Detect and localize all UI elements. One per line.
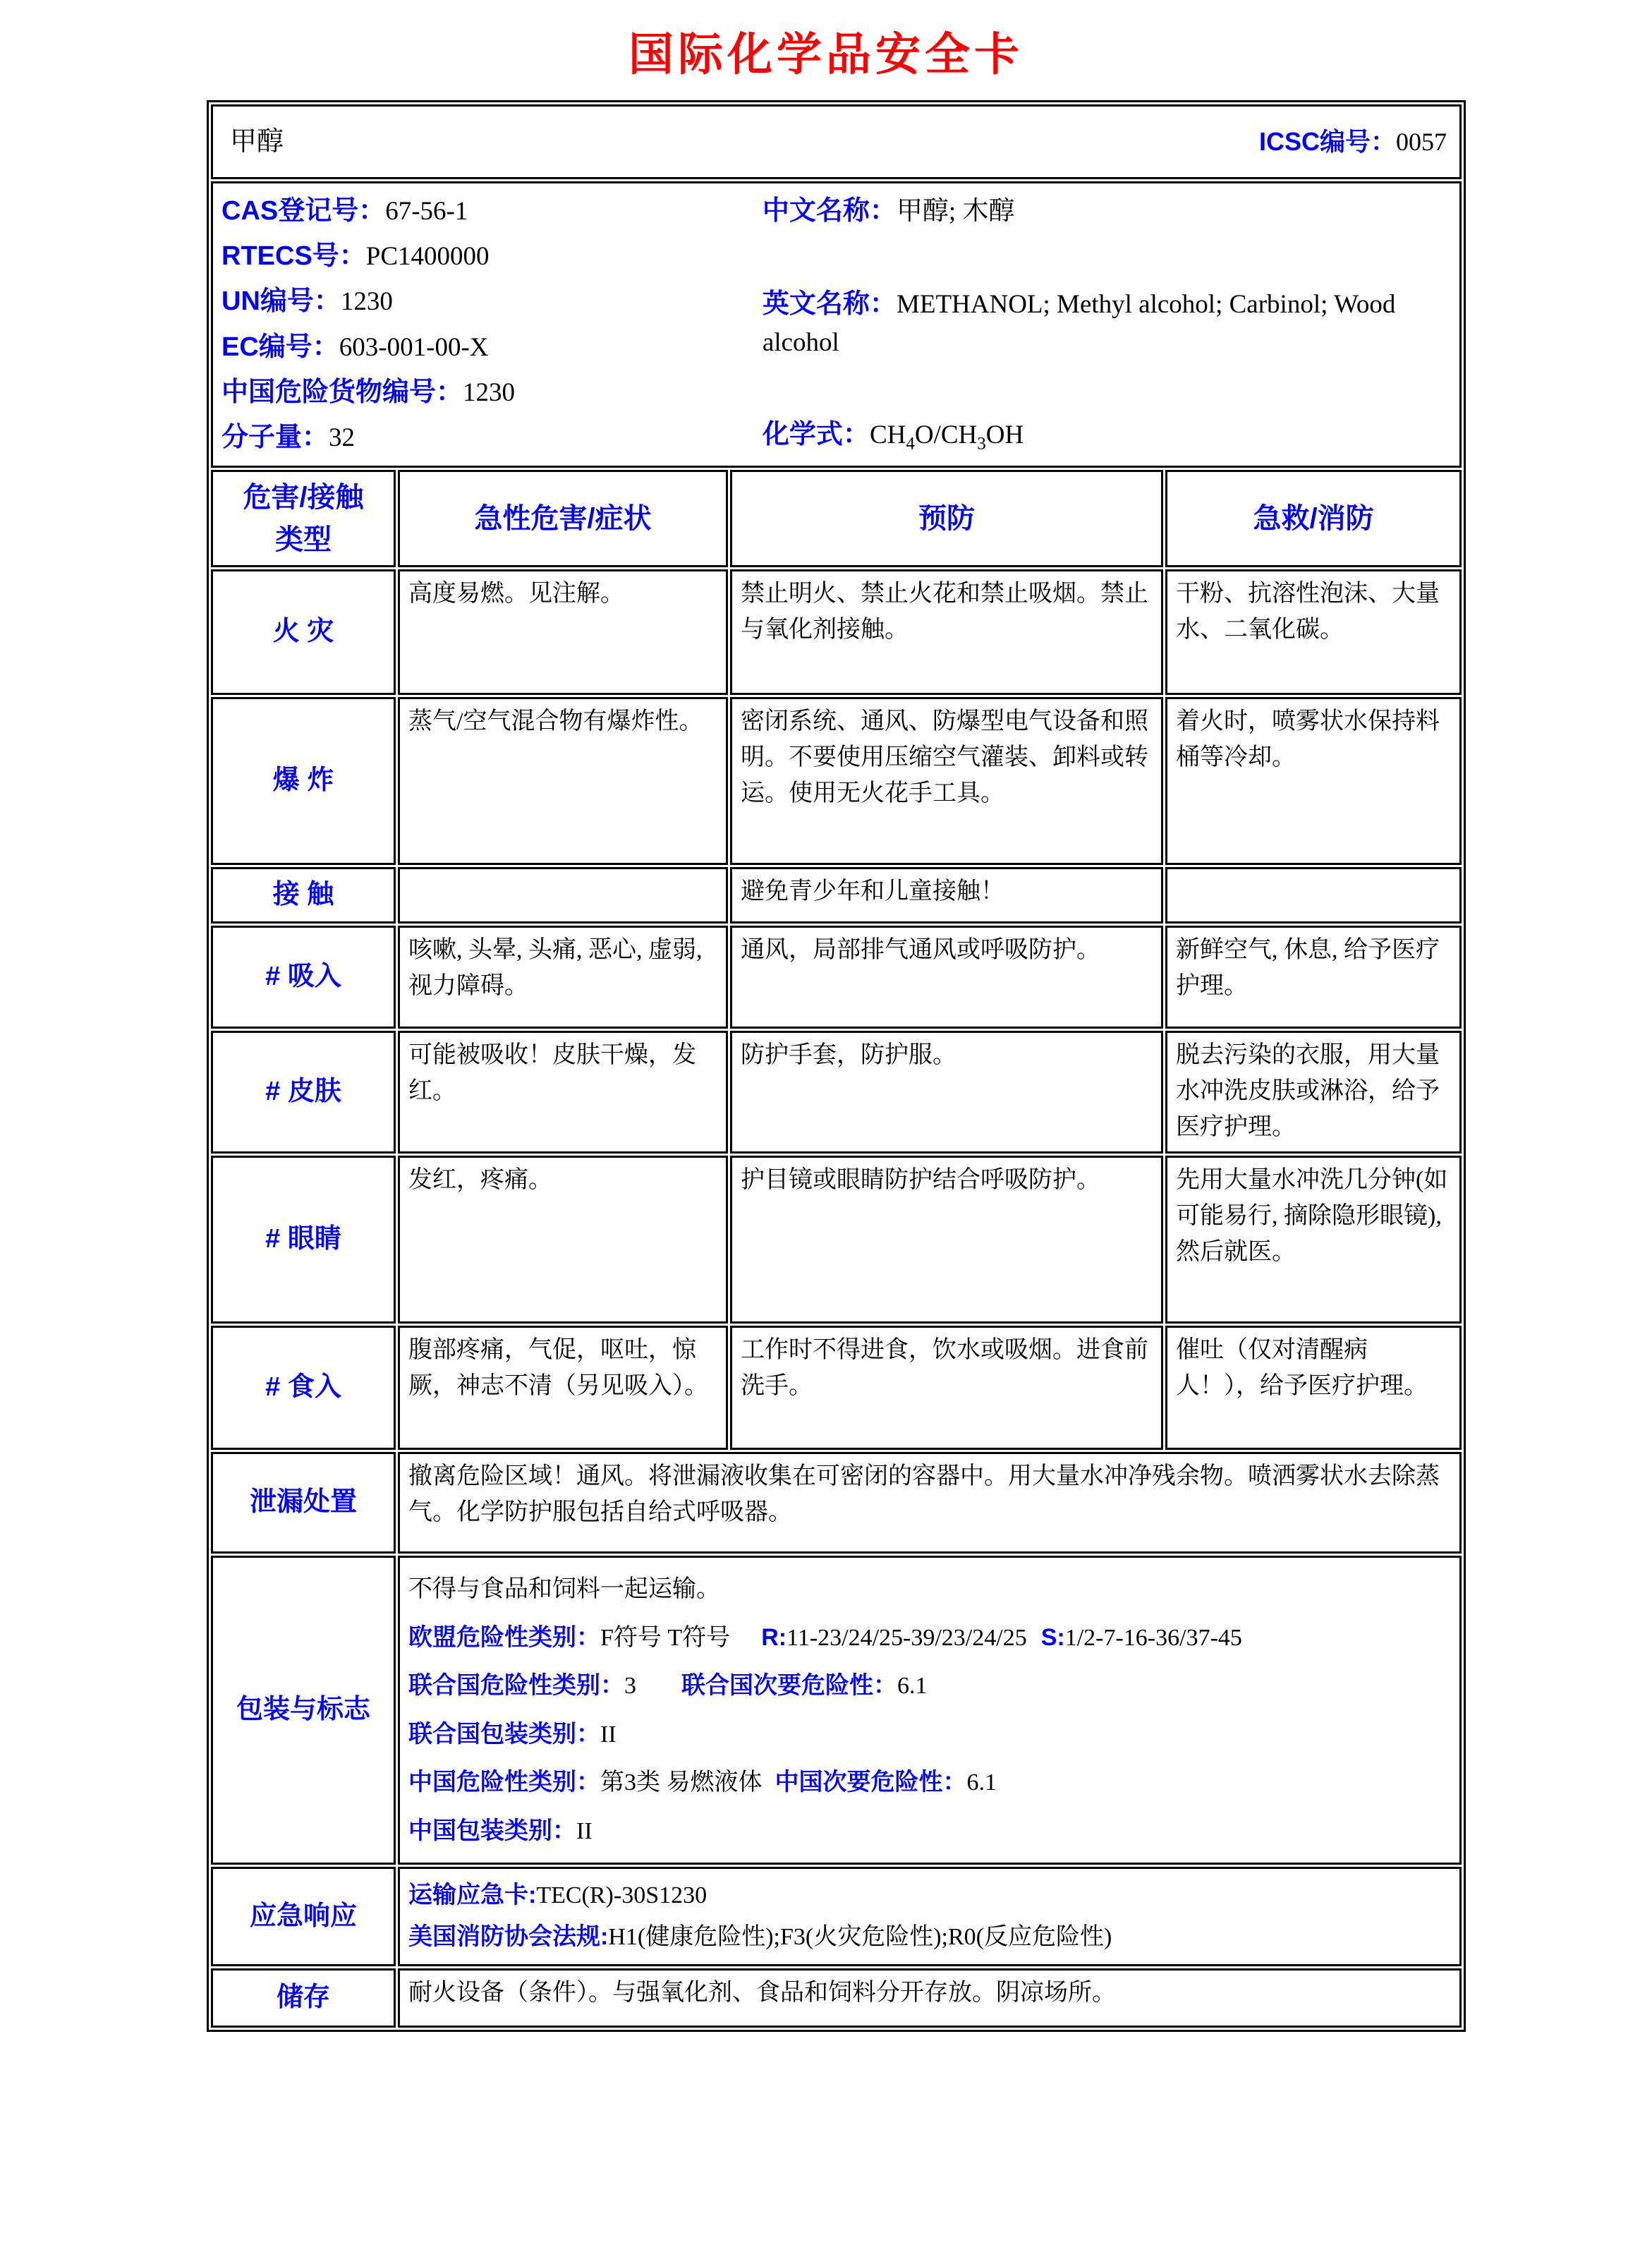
skin-firstaid: 脱去污染的衣服，用大量水冲洗皮肤或淋浴，给予医疗护理。 xyxy=(1165,1031,1462,1154)
fire-label: 火 灾 xyxy=(211,569,396,695)
packaging-transport-note: 不得与食品和饲料一起运输。 xyxy=(408,1576,720,1602)
inhalation-firstaid: 新鲜空气, 休息, 给予医疗护理。 xyxy=(1165,926,1462,1029)
contact-firstaid xyxy=(1165,867,1462,924)
eyes-symptoms: 发红，疼痛。 xyxy=(398,1156,728,1324)
spillage-row xyxy=(211,1452,1462,1554)
un-number-line: UN编号：1230 xyxy=(221,286,393,317)
eyes-row xyxy=(211,1156,1462,1324)
eu-hazard-class-line: 欧盟危险性类别：F符号 T符号 R:11-23/24/25-39/23/24/25 S:1/2-7-16-36/37-45 xyxy=(408,1623,1242,1651)
inhalation-symptoms: 咳嗽, 头晕, 头痛, 恶心, 虚弱, 视力障碍。 xyxy=(398,926,728,1029)
cas-number-line: CAS登记号：67-56-1 xyxy=(221,196,468,226)
skin-prevention: 防护手套，防护服。 xyxy=(730,1031,1163,1154)
inhalation-prevention: 通风，局部排气通风或呼吸防护。 xyxy=(730,926,1163,1029)
emergency-content xyxy=(398,1867,1462,1966)
nfpa-code-line: 美国消防协会法规:H1(健康危险性);F3(火灾危险性);R0(反应危险性) xyxy=(408,1923,1112,1951)
ingestion-label: # 食入 xyxy=(211,1326,396,1450)
hazard-header-row xyxy=(211,470,1462,567)
ingestion-row xyxy=(211,1326,1462,1450)
ingestion-symptoms: 腹部疼痛，气促，呕吐，惊厥，神志不清（另见吸入）。 xyxy=(398,1326,728,1450)
packaging-content xyxy=(398,1556,1462,1865)
china-hazard-class-line: 中国危险性类别：第3类 易燃液体 中国次要危险性：6.1 xyxy=(408,1769,997,1796)
rtecs-number-line: RTECS号：PC1400000 xyxy=(221,241,490,272)
china-packing-group-line: 中国包装类别：II xyxy=(408,1817,593,1844)
explosion-label: 爆 炸 xyxy=(211,697,396,865)
contact-row xyxy=(211,867,1462,924)
header-prevention: 预防 xyxy=(730,470,1163,567)
skin-symptoms: 可能被吸收！皮肤干燥，发红。 xyxy=(398,1031,728,1154)
chinese-name-line: 中文名称：甲醇; 木醇 xyxy=(762,196,1015,226)
emergency-label: 应急响应 xyxy=(211,1867,396,1966)
ec-number-line: EC编号：603-001-00-X xyxy=(221,332,489,362)
eyes-label: # 眼睛 xyxy=(211,1156,396,1324)
china-dg-number-line: 中国危险货物编号：1230 xyxy=(221,377,516,407)
fire-firstaid: 干粉、抗溶性泡沫、大量水、二氧化碳。 xyxy=(1165,569,1462,695)
eyes-prevention: 护目镜或眼睛防护结合呼吸防护。 xyxy=(730,1156,1163,1324)
name-list xyxy=(763,188,1451,461)
header-firstaid: 急救/消防 xyxy=(1165,470,1462,567)
fire-row xyxy=(211,569,1462,695)
inhalation-row xyxy=(211,926,1462,1029)
icsc-value: 0057 xyxy=(1396,128,1447,156)
transport-emergency-card-line: 运输应急卡:TEC(R)-30S1230 xyxy=(408,1882,707,1908)
fire-symptoms: 高度易燃。见注解。 xyxy=(398,569,728,695)
packaging-label: 包装与标志 xyxy=(211,1556,396,1865)
un-packing-group-line: 联合国包装类别：II xyxy=(408,1720,617,1748)
ingestion-firstaid: 催吐（仅对清醒病人！），给予医疗护理。 xyxy=(1165,1326,1462,1450)
explosion-row xyxy=(211,697,1462,865)
page-title: 国际化学品安全卡 xyxy=(628,29,1024,80)
english-name-line: 英文名称：METHANOL; Methyl alcohol; Carbinol; Wood alcohol xyxy=(762,289,1396,357)
explosion-firstaid: 着火时，喷雾状水保持料桶等冷却。 xyxy=(1165,697,1462,865)
skin-row xyxy=(211,1031,1462,1154)
ingestion-prevention: 工作时不得进食，饮水或吸烟。进食前洗手。 xyxy=(730,1326,1163,1450)
contact-symptoms xyxy=(398,867,728,924)
emergency-row xyxy=(211,1867,1462,1966)
header-hazard-type: 危害/接触 类型 xyxy=(211,470,396,567)
icsc-number-group xyxy=(1259,123,1451,161)
eyes-firstaid: 先用大量水冲洗几分钟(如可能易行, 摘除隐形眼镜), 然后就医。 xyxy=(1165,1156,1462,1324)
packaging-row xyxy=(211,1556,1462,1865)
name-row xyxy=(211,104,1462,179)
explosion-prevention: 密闭系统、通风、防爆型电气设备和照明。不要使用压缩空气灌装、卸料或转运。使用无火花手工具。 xyxy=(730,697,1163,865)
chemical-formula-line: 化学式：$CH_4O/CH_3OH$ xyxy=(762,420,1024,454)
spillage-text: 撤离危险区域！通风。将泄漏液收集在可密闭的容器中。用大量水冲净残余物。喷洒雾状水去除蒸气。化学防护服包括自给式呼吸器。 xyxy=(398,1452,1462,1554)
identifiers-row xyxy=(211,181,1462,468)
storage-row xyxy=(211,1968,1462,2028)
molecular-weight-line: 分子量：32 xyxy=(221,422,356,452)
skin-label: # 皮肤 xyxy=(211,1031,396,1154)
storage-text: 耐火设备（条件）。与强氧化剂、食品和饲料分开存放。阴凉场所。 xyxy=(398,1968,1462,2028)
identifier-list xyxy=(221,188,763,461)
spillage-label: 泄漏处置 xyxy=(211,1452,396,1554)
header-acute-symptoms: 急性危害/症状 xyxy=(398,470,728,567)
chemical-name: 甲醇 xyxy=(230,126,284,157)
explosion-symptoms: 蒸气/空气混合物有爆炸性。 xyxy=(398,697,728,865)
icsc-card xyxy=(207,100,1466,2032)
un-hazard-class-line: 联合国危险性类别：3 联合国次要危险性：6.1 xyxy=(408,1672,928,1699)
inhalation-label: # 吸入 xyxy=(211,926,396,1029)
storage-label: 储存 xyxy=(211,1968,396,2028)
icsc-label: ICSC编号： xyxy=(1259,127,1397,156)
contact-prevention: 避免青少年和儿童接触！ xyxy=(730,867,1163,924)
contact-label: 接 触 xyxy=(211,867,396,924)
fire-prevention: 禁止明火、禁止火花和禁止吸烟。禁止与氧化剂接触。 xyxy=(730,569,1163,695)
